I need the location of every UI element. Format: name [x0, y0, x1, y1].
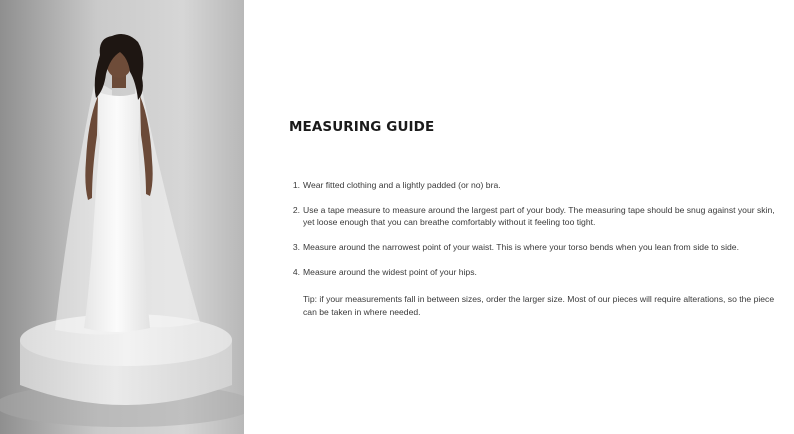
step-text: Measure around the narrowest point of your waist. This is where your torso bends when you lean from side to side.: [303, 242, 739, 252]
step-text: Wear fitted clothing and a lightly padded (or no) bra.: [303, 180, 501, 190]
list-item: [289, 266, 784, 278]
sizing-tip: Tip: if your measurements fall in between sizes, order the larger size. Most of our pieces will require alterations, so the piece can be taken in where needed.: [303, 294, 775, 317]
step-number: 1.: [292, 180, 300, 190]
step-number: 3.: [292, 242, 300, 252]
step-number: 2.: [292, 205, 300, 215]
step-text: Measure around the widest point of your hips.: [303, 267, 477, 277]
list-item: [289, 204, 784, 228]
measuring-steps-list: [289, 179, 784, 291]
page-title: MEASURING GUIDE: [289, 119, 435, 135]
bride-photo-illustration: [0, 0, 244, 434]
guide-content: [244, 0, 794, 434]
model-photo: [0, 0, 244, 434]
list-item: [289, 179, 784, 191]
step-number: 4.: [292, 267, 300, 277]
list-item: [289, 241, 784, 253]
step-text: Use a tape measure to measure around the largest part of your body. The measuring tape should be snug against your skin, yet loose enough that you can breathe comfortably without it feeling too tight.: [303, 205, 775, 227]
